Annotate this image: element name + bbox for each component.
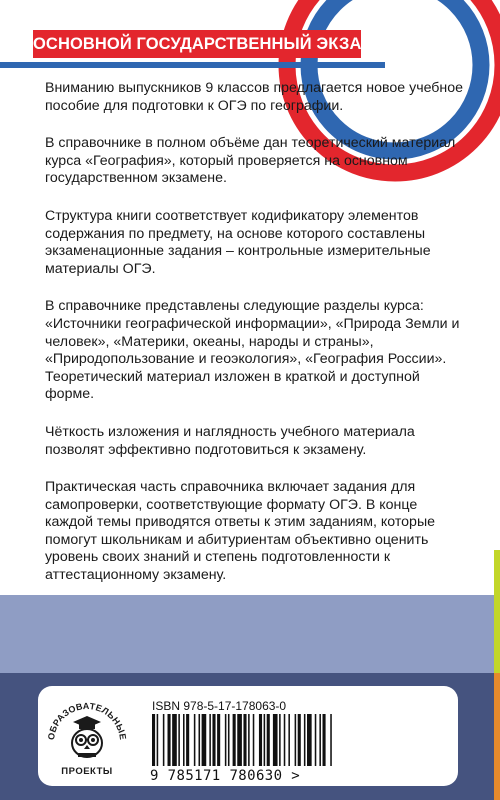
barcode-bar <box>172 714 177 766</box>
barcode-bar <box>163 714 165 766</box>
blue-stripe <box>0 62 385 68</box>
barcode-bar <box>323 714 326 766</box>
header-banner <box>33 30 399 58</box>
barcode-bar <box>183 714 185 766</box>
barcode-bar <box>194 714 196 766</box>
barcode-bar <box>243 714 246 766</box>
paragraph: Чёткость изложения и наглядность учебного материала позволят эффективно подготовиться к экзамену. <box>45 423 415 458</box>
barcode-bar <box>212 714 215 766</box>
light-blue-band <box>0 595 500 673</box>
barcode-bar <box>330 714 332 766</box>
barcode-bar <box>209 714 211 766</box>
logo-bottom-text: ПРОЕКТЫ <box>61 766 113 777</box>
barcode-bar <box>264 714 266 766</box>
barcode-bar <box>225 714 227 766</box>
lime-edge-strip <box>494 550 500 674</box>
paragraph: Практическая часть справочника включает задания для самопроверки, соответствующие формату ОГЭ. В конце каждой темы приводятся ответы к этим заданиям, которые помогут школьникам и абитуриентам объективно оценить уровень своих знаний и степень подготовленности к аттестационному экзамену. <box>45 479 436 584</box>
isbn-number: ISBN 978-5-17-178063-0 <box>152 699 287 713</box>
logo-arc-text: ОБРАЗОВАТЕЛЬНЫЕ <box>45 700 129 741</box>
barcode-bar <box>178 714 180 766</box>
barcode-bar <box>279 714 281 766</box>
barcode-bar <box>237 714 242 766</box>
barcode-bar <box>253 714 255 766</box>
barcode-bar <box>157 714 159 766</box>
barcode-bar <box>259 714 262 766</box>
barcode <box>150 714 400 766</box>
paragraph: В справочнике представлены следующие разделы курса: «Источники географической информации», «Природа Земли и человек», «Материки, океаны, народы и страны», «Природопользование и геоэкология», «География России». Теоретический материал изложен в краткой и доступной форме. <box>45 298 460 403</box>
barcode-bar <box>233 714 236 766</box>
barcode-bar <box>304 714 306 766</box>
barcode-bar <box>168 714 171 766</box>
barcode-digits: 9 785171 780630 > <box>150 768 301 784</box>
barcode-bar <box>152 714 155 766</box>
barcode-bar <box>228 714 230 766</box>
page-title: ОСНОВНОЙ ГОСУДАРСТВЕННЫЙ ЭКЗАМЕН <box>33 35 399 53</box>
paragraph: В справочнике в полном объёме дан теоретический материал курса «География», который проверяется на основном государственном экзамене. <box>45 135 456 187</box>
barcode-bar <box>186 714 189 766</box>
paragraph: Вниманию выпускников 9 классов предлагается новое учебное пособие для подготовки к ОГЭ по географии. <box>45 80 464 114</box>
publisher-logo <box>44 690 130 782</box>
barcode-bar <box>202 714 207 766</box>
paragraph: Структура книги соответствует кодификатору элементов содержания по предмету, на основе которого составлены экзаменационные задания – контрольные измерительные материалы ОГЭ. <box>45 207 431 277</box>
barcode-bar <box>319 714 321 766</box>
annotation-text <box>45 80 465 605</box>
barcode-bar <box>298 714 301 766</box>
barcode-bar <box>273 714 278 766</box>
barcode-bar <box>295 714 297 766</box>
barcode-bar <box>307 714 312 766</box>
barcode-bar <box>284 714 286 766</box>
barcode-bar <box>248 714 250 766</box>
barcode-bar <box>217 714 220 766</box>
barcode-bar <box>315 714 317 766</box>
barcode-bar <box>288 714 290 766</box>
barcode-bar <box>267 714 270 766</box>
barcode-bar <box>199 714 201 766</box>
orange-edge-strip <box>494 673 500 800</box>
